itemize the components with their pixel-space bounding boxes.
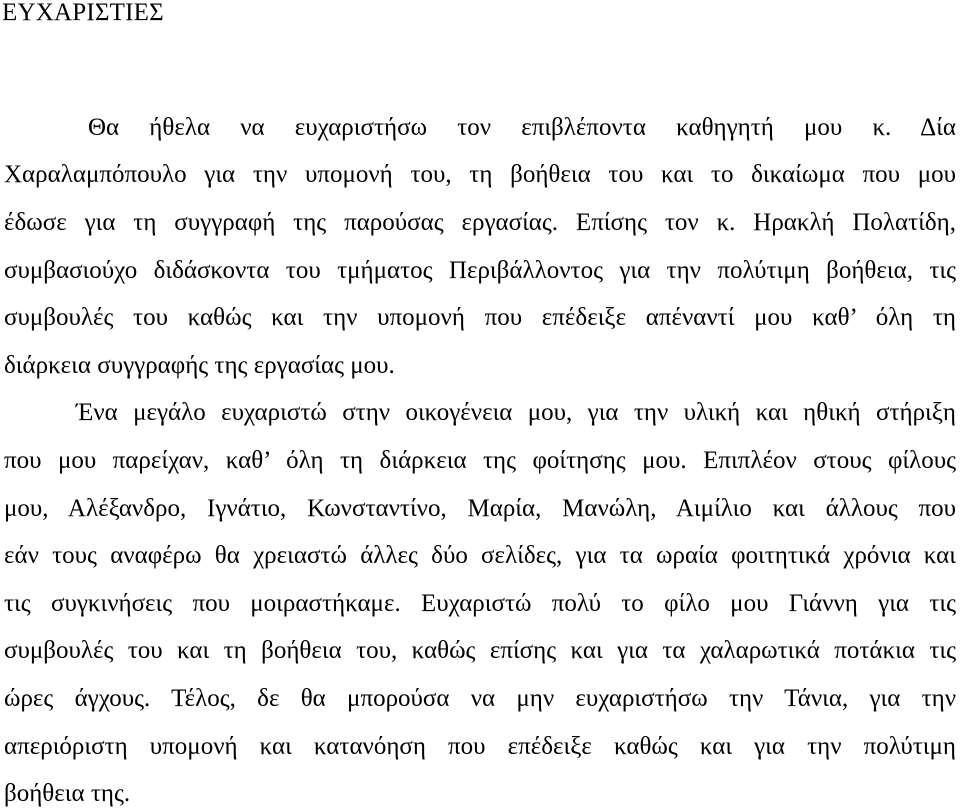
text-line: συμβουλές του καθώς και την υπομονή που επέδειξε απέναντί μου καθ’ όλη τη bbox=[4, 304, 956, 331]
text-line: ώρες άγχους. Τέλος, δε θα μπορούσα να μην ευχαριστήσω την Τάνια, για την bbox=[4, 685, 956, 712]
text-line: που μου παρείχαν, καθ’ όλη τη διάρκεια της φοίτησης μου. Επιπλέον στους φίλους bbox=[4, 447, 956, 474]
text-line: συμβουλές του και τη βοήθεια του, καθώς επίσης και για τα χαλαρωτικά ποτάκια τις bbox=[4, 637, 956, 664]
text-line: έδωσε για τη συγγραφή της παρούσας εργασίας. Επίσης τον κ. Ηρακλή Πολατίδη, bbox=[4, 209, 956, 236]
text-line: τις συγκινήσεις που μοιραστήκαμε. Ευχαριστώ πολύ το φίλο μου Γιάννη για τις bbox=[4, 590, 956, 617]
text-line: Χαραλαμπόπουλο για την υπομονή του, τη βοήθεια του και το δικαίωμα που μου bbox=[4, 161, 956, 188]
text-line: απεριόριστη υπομονή και κατανόηση που επέδειξε καθώς και για την πολύτιμη bbox=[4, 733, 956, 760]
text-line: Θα ήθελα να ευχαριστήσω τον επιβλέποντα καθηγητή μου κ. Δία bbox=[88, 114, 956, 141]
text-line: Ένα μεγάλο ευχαριστώ στην οικογένεια μου, για την υλική και ηθική στήριξη bbox=[76, 399, 956, 426]
page-heading: ΕΥΧΑΡΙΣΤΙΕΣ bbox=[2, 0, 164, 26]
text-line: διάρκεια συγγραφής της εργασίας μου. bbox=[4, 352, 395, 379]
text-line: βοήθεια της. bbox=[4, 780, 131, 807]
text-line: μου, Αλέξανδρο, Ιγνάτιο, Κωνσταντίνο, Μαρία, Μανώλη, Αιμίλιο και άλλους που bbox=[4, 495, 956, 522]
text-line: εάν τους αναφέρω θα χρειαστώ άλλες δύο σελίδες, για τα ωραία φοιτητικά χρόνια και bbox=[4, 542, 956, 569]
text-line: συμβασιούχο διδάσκοντα του τμήματος Περιβάλλοντος για την πολύτιμη βοήθεια, τις bbox=[4, 257, 956, 284]
